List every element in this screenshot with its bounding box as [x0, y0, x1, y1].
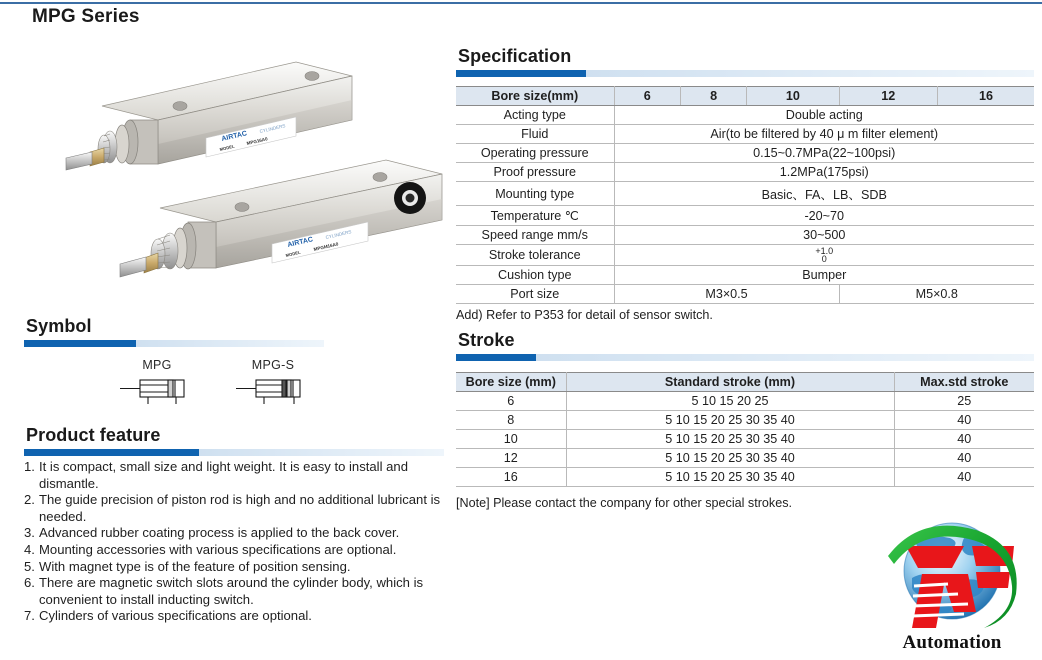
table-row — [456, 266, 1034, 285]
specification-row-value: 30~500 — [614, 226, 1034, 245]
logo-text: Automation — [902, 632, 1002, 653]
specification-row-value: 1.2MPa(175psi) — [614, 163, 1034, 182]
product-feature-item — [24, 559, 444, 576]
stroke-standard-cell: 5 10 15 20 25 30 35 40 — [566, 430, 894, 449]
table-row — [456, 163, 1034, 182]
stroke-max-cell: 40 — [894, 430, 1034, 449]
product-feature-text: Advanced rubber coating process is applied to the back cover. — [39, 525, 400, 541]
specification-row-value: M5×0.8 — [839, 285, 1034, 304]
stroke-column-header: Standard stroke (mm) — [566, 373, 894, 392]
specification-table-head — [456, 87, 1034, 106]
symbol-mpg-s-label: MPG-S — [251, 358, 295, 372]
symbol-mpg — [118, 358, 196, 413]
product-feature-number: 1. — [24, 459, 35, 474]
table-row — [456, 411, 1034, 430]
symbol-mpg-s — [234, 358, 312, 413]
product-feature-number: 2. — [24, 492, 35, 508]
product-photo-svg — [24, 42, 448, 304]
symbol-section-bar — [24, 340, 324, 347]
table-row — [456, 206, 1034, 226]
product-feature-number: 7. — [24, 608, 35, 624]
specification-row-label: Port size — [456, 285, 614, 304]
stroke-column-header: Bore size (mm) — [456, 373, 566, 392]
cylinder-upper — [66, 62, 352, 170]
specification-bore-header: 12 — [839, 87, 937, 106]
specification-row-value: Basic、FA、LB、SDB — [614, 182, 1034, 206]
table-row — [456, 144, 1034, 163]
specification-row-value — [614, 245, 1034, 266]
product-feature-number: 5. — [24, 558, 35, 574]
specification-bore-header: 8 — [680, 87, 746, 106]
specification-bore-header: 16 — [937, 87, 1034, 106]
stroke-section — [456, 330, 1034, 510]
stroke-bore-cell: 16 — [456, 468, 566, 487]
stroke-standard-cell: 5 10 15 20 25 30 35 40 — [566, 449, 894, 468]
product-feature-item — [24, 459, 444, 492]
table-row — [456, 87, 1034, 106]
stroke-table-head — [456, 373, 1034, 392]
specification-note: Add) Refer to P353 for detail of sensor switch. — [456, 308, 713, 322]
specification-row-label: Cushion type — [456, 266, 614, 285]
stroke-max-cell: 25 — [894, 392, 1034, 411]
svg-text:MPG16A0: MPG16A0 — [246, 136, 269, 146]
specification-row-value: 0.15~0.7MPa(22~100psi) — [614, 144, 1034, 163]
svg-text:AIRTAC: AIRTAC — [286, 236, 314, 249]
stroke-bore-cell: 12 — [456, 449, 566, 468]
company-logo — [872, 516, 1032, 656]
product-photo — [24, 42, 448, 304]
specification-row-label: Speed range mm/s — [456, 226, 614, 245]
product-feature-bar — [24, 449, 444, 456]
product-feature-item — [24, 492, 444, 525]
specification-row-value: Air(to be filtered by 40 μ m filter element) — [614, 125, 1034, 144]
svg-text:CYLINDERS: CYLINDERS — [325, 229, 352, 240]
product-feature-item — [24, 608, 444, 625]
stroke-bar — [456, 354, 1034, 361]
stroke-max-cell: 40 — [894, 468, 1034, 487]
specification-row-label: Acting type — [456, 106, 614, 125]
logo-graphic — [872, 516, 1032, 634]
table-row — [456, 285, 1034, 304]
stroke-max-cell: 40 — [894, 411, 1034, 430]
stroke-bore-cell: 6 — [456, 392, 566, 411]
table-row — [456, 468, 1034, 487]
stroke-table-body — [456, 392, 1034, 487]
product-feature-text: Cylinders of various specifications are optional. — [39, 608, 312, 624]
specification-row-label: Fluid — [456, 125, 614, 144]
product-feature-item — [24, 575, 444, 608]
product-feature-text: Mounting accessories with various specifications are optional. — [39, 541, 397, 557]
table-row — [456, 245, 1034, 266]
stroke-tolerance-fraction: +1.0 0 — [815, 246, 834, 264]
specification-row-value: Double acting — [614, 106, 1034, 125]
stroke-column-header: Max.std stroke — [894, 373, 1034, 392]
symbol-section-title: Symbol — [26, 316, 92, 336]
specification-row-value: -20~70 — [614, 206, 1034, 226]
product-feature-text: It is compact, small size and light weight. It is easy to install and dismantle. — [39, 459, 408, 491]
table-row — [456, 373, 1034, 392]
specification-row-label: Temperature ℃ — [456, 206, 614, 226]
table-row — [456, 106, 1034, 125]
product-feature-list — [24, 459, 444, 625]
product-feature-text: The guide precision of piston rod is high and no additional lubricant is needed. — [39, 492, 441, 524]
product-feature-number: 4. — [24, 541, 35, 557]
stroke-standard-cell: 5 10 15 20 25 30 35 40 — [566, 468, 894, 487]
product-feature-item — [24, 542, 444, 559]
specification-row-label: Operating pressure — [456, 144, 614, 163]
specification-bar — [456, 70, 1034, 77]
table-row — [456, 430, 1034, 449]
product-feature-number: 6. — [24, 575, 35, 591]
specification-table — [456, 86, 1034, 304]
stroke-bore-cell: 10 — [456, 430, 566, 449]
specification-table-body — [456, 106, 1034, 304]
stroke-bore-cell: 8 — [456, 411, 566, 430]
specification-row-label: Proof pressure — [456, 163, 614, 182]
page-top-rule — [0, 2, 1042, 4]
svg-text:MODEL: MODEL — [219, 143, 235, 152]
table-row — [456, 125, 1034, 144]
specification-row-label: Mounting type — [456, 182, 614, 206]
symbol-section — [24, 316, 324, 347]
specification-row-label: Stroke tolerance — [456, 245, 614, 266]
specification-section — [456, 46, 1034, 322]
specification-bore-header: 6 — [614, 87, 680, 106]
stroke-standard-cell: 5 10 15 20 25 — [566, 392, 894, 411]
symbol-diagrams — [118, 358, 348, 414]
svg-text:AIRTAC: AIRTAC — [220, 130, 248, 143]
product-feature-text: There are magnetic switch slots around the cylinder body, which is convenient to install inducting switch. — [39, 575, 424, 607]
stroke-standard-cell: 5 10 15 20 25 30 35 40 — [566, 411, 894, 430]
pneumatic-cylinder-symbol — [118, 374, 196, 408]
table-row — [456, 182, 1034, 206]
svg-text:MODEL: MODEL — [285, 249, 301, 258]
stroke-title: Stroke — [458, 330, 515, 350]
specification-header-label: Bore size(mm) — [456, 87, 614, 106]
product-feature-section — [24, 425, 444, 456]
stroke-table — [456, 372, 1034, 487]
specification-bore-header: 10 — [747, 87, 839, 106]
pneumatic-cylinder-magnet-symbol — [234, 374, 312, 408]
cylinder-lower — [120, 160, 442, 277]
svg-text:CYLINDERS: CYLINDERS — [259, 123, 286, 134]
stroke-note: [Note] Please contact the company for other special strokes. — [456, 496, 793, 510]
specification-title: Specification — [458, 46, 572, 66]
stroke-max-cell: 40 — [894, 449, 1034, 468]
product-feature-text: With magnet type is of the feature of position sensing. — [39, 558, 351, 574]
specification-row-value: Bumper — [614, 266, 1034, 285]
table-row — [456, 449, 1034, 468]
page-title: MPG Series — [32, 6, 140, 27]
table-row — [456, 226, 1034, 245]
product-feature-title: Product feature — [26, 425, 161, 445]
specification-row-value: M3×0.5 — [614, 285, 839, 304]
product-feature-item — [24, 525, 444, 542]
table-row — [456, 392, 1034, 411]
product-feature-number: 3. — [24, 525, 35, 541]
symbol-mpg-label: MPG — [142, 358, 172, 372]
svg-text:MPGM16A0: MPGM16A0 — [313, 241, 339, 252]
